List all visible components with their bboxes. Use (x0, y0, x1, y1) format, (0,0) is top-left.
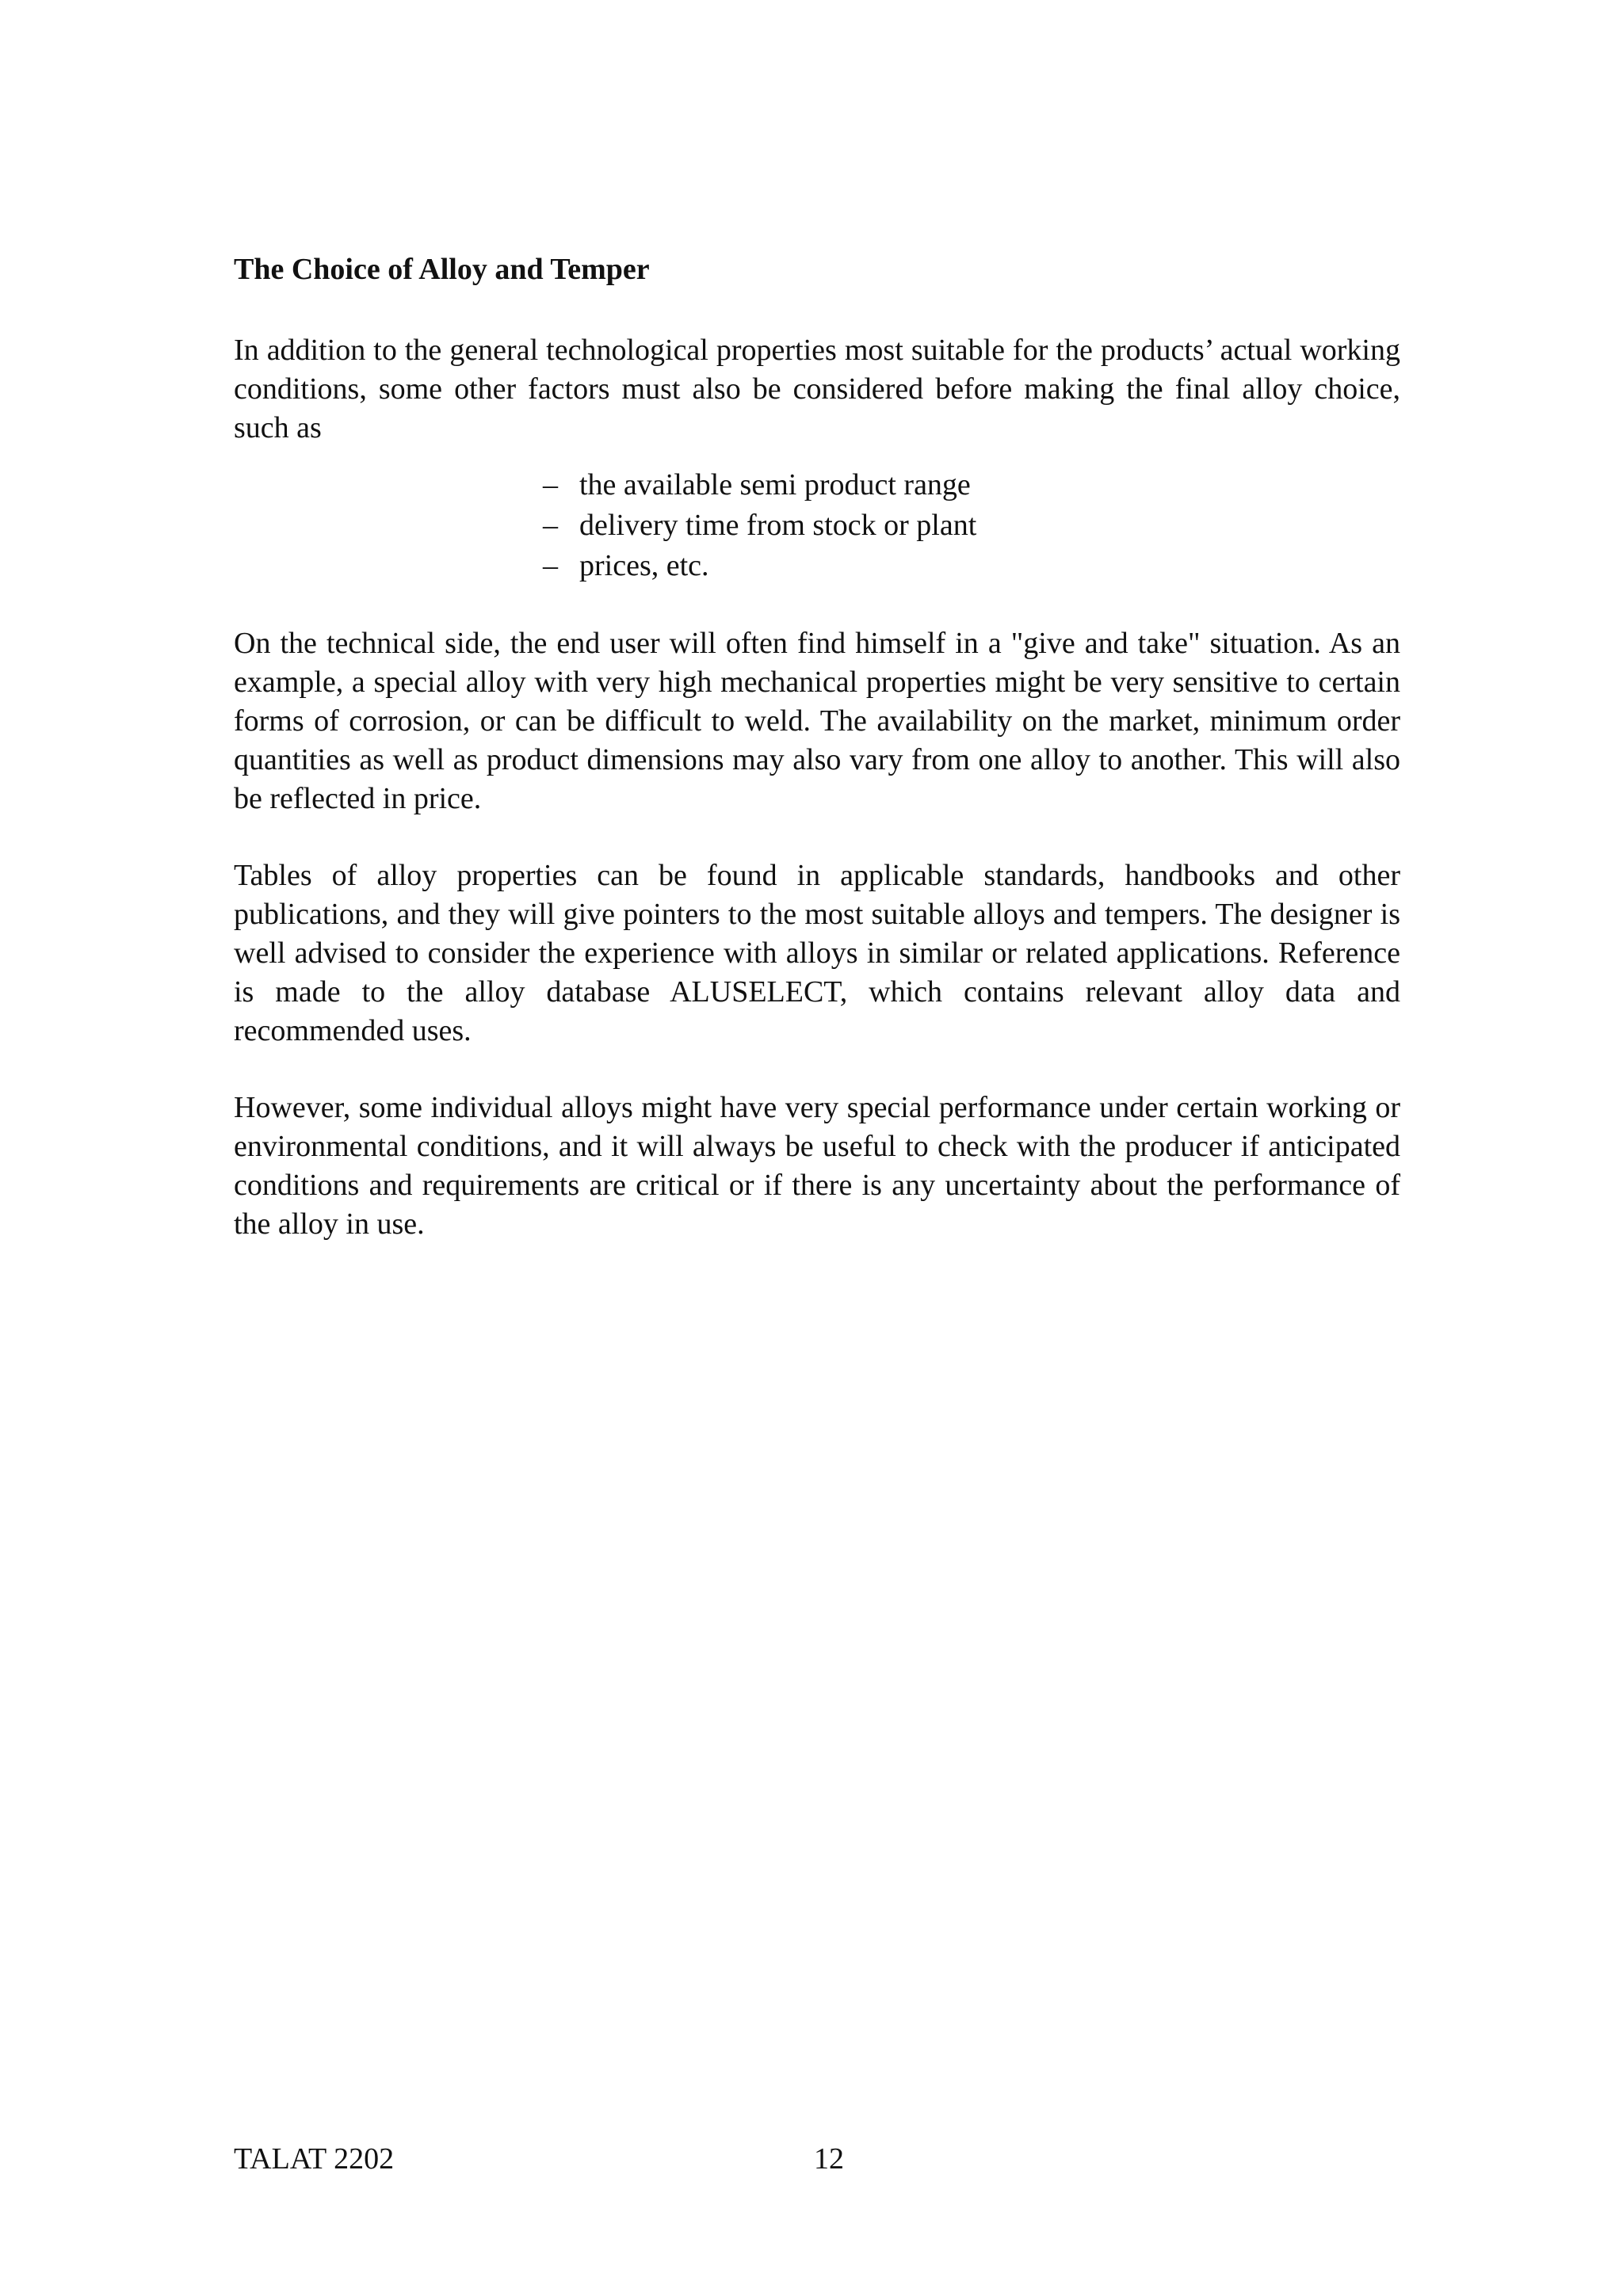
page-content (234, 250, 1400, 1244)
section-title: The Choice of Alloy and Temper (234, 253, 650, 286)
list-item-text: delivery time from stock or plant (579, 509, 977, 542)
list-item-text: prices, etc. (579, 549, 709, 582)
body-paragraph: On the technical side, the end user will often find himself in a "give and take" situation. As an example, a special alloy with very high mechanical properties might be very sensitive to certain forms of corrosion, or can be difficult to weld. The availability on the market, minimum order quantities as well as product dimensions may also vary from one alloy to another. This will also be reflected in price. (234, 627, 1400, 815)
footer-doc-id: TALAT 2202 (234, 2142, 395, 2176)
page-footer (234, 2139, 1400, 2179)
list-dash: – (543, 468, 558, 502)
list-item (543, 546, 1400, 586)
list-dash: – (543, 549, 558, 582)
page-number: 12 (814, 2142, 844, 2176)
factor-list (234, 465, 1400, 586)
body-paragraph: Tables of alloy properties can be found in applicable standards, handbooks and other publications, and they will give pointers to the most suitable alloys and tempers. The designer is well advised to consider the experience with alloys in similar or related applications. Reference is made to the alloy database ALUSELECT, which contains relevant alloy data and recommended uses. (234, 859, 1400, 1047)
list-item (543, 505, 1400, 546)
list-dash: – (543, 509, 558, 542)
list-item-text: the available semi product range (579, 468, 971, 502)
intro-paragraph: In addition to the general technological properties most suitable for the products’ actual working conditions, some other factors must also be considered before making the final alloy choice, such as (234, 334, 1400, 444)
list-item (543, 465, 1400, 505)
body-paragraph: However, some individual alloys might have very special performance under certain working or environmental conditions, and it will always be useful to check with the producer if anticipated conditions and requirements are critical or if there is any uncertainty about the performance of the alloy in use. (234, 1091, 1400, 1241)
